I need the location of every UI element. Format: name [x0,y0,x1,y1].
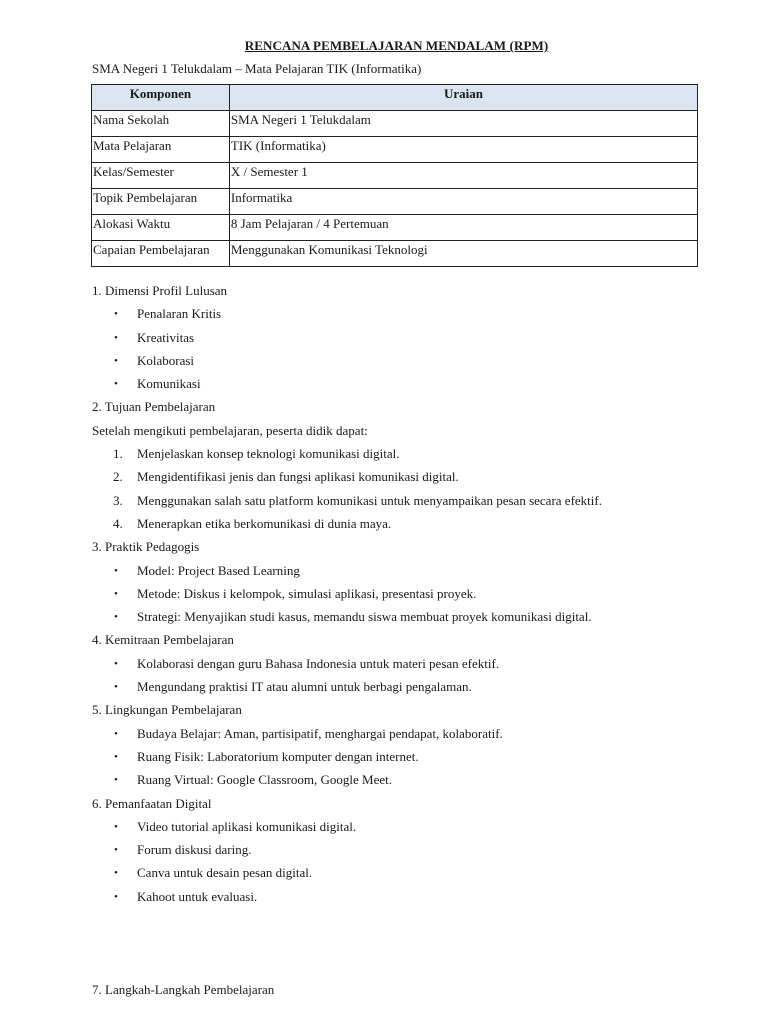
list-item [92,679,712,702]
bullet-icon: • [114,611,118,624]
bullet-list-kemitraan [92,656,712,703]
bullet-icon: • [114,681,118,694]
list-item [92,749,712,772]
table-cell-value: 8 Jam Pelajaran / 4 Pertemuan [229,215,697,241]
list-item [92,889,712,912]
table-cell-value: TIK (Informatika) [229,137,697,163]
table-cell-key: Capaian Pembelajaran [92,241,230,267]
bullet-icon: • [114,890,118,903]
bullet-list-profil-lulusan [92,306,712,399]
table-cell-key: Alokasi Waktu [92,215,230,241]
section-heading-kemitraan: 4. Kemitraan Pembelajaran [92,632,234,648]
list-number: 3. [113,492,123,508]
section-heading-tujuan: 2. Tujuan Pembelajaran [92,399,216,415]
list-number: 4. [113,515,123,531]
list-item-text: Mengidentifikasi jenis dan fungsi aplikasi komunikasi digital. [137,469,459,485]
list-item-text: Menjelaskan konsep teknologi komunikasi digital. [137,446,400,462]
section-heading-profil-lulusan: 1. Dimensi Profil Lulusan [92,283,228,298]
list-item-text: Mengundang praktisi IT atau alumni untuk berbagi pengalaman. [137,679,472,695]
document-subtitle: SMA Negeri 1 Telukdalam – Mata Pelajaran TIK (Informatika) [92,61,422,76]
bullet-icon: • [114,587,118,600]
bullet-icon: • [114,354,118,367]
table-cell-key: Mata Pelajaran [92,137,230,163]
list-item-text: Kolaborasi [137,352,195,368]
table-row [92,241,698,267]
bullet-icon: • [114,774,118,787]
table-header-row [92,85,698,111]
list-item [92,376,712,399]
list-item-text: Budaya Belajar: Aman, partisipatif, menghargai pendapat, kolaboratif. [137,725,503,741]
list-item [92,865,712,888]
list-item-text: Menggunakan salah satu platform komunikasi untuk menyampaikan pesan secara efektif. [137,492,602,508]
section-heading-digital: 6. Pemanfaatan Digital [92,795,212,811]
table-row [92,215,698,241]
table-header-uraian: Uraian [229,85,697,111]
info-table [91,84,698,267]
table-cell-value: Informatika [229,189,697,215]
document-title: RENCANA PEMBELAJARAN MENDALAM (RPM) [244,38,549,53]
bullet-icon: • [114,331,118,344]
bullet-icon: • [114,308,118,321]
table-cell-value: SMA Negeri 1 Telukdalam [229,111,697,137]
list-item [92,353,712,376]
bullet-list-digital [92,819,712,912]
table-cell-key: Topik Pembelajaran [92,189,230,215]
table-cell-key: Nama Sekolah [92,111,230,137]
bullet-icon: • [114,750,118,763]
list-item [92,469,712,492]
table-cell-value: X / Semester 1 [229,163,697,189]
list-item [92,819,712,842]
list-item-text: Forum diskusi daring. [137,842,252,858]
list-item-text: Ruang Fisik: Laboratorium komputer dengan internet. [137,748,419,764]
list-number: 1. [113,446,123,462]
list-item-text: Video tutorial aplikasi komunikasi digital. [137,818,357,834]
table-row [92,137,698,163]
list-item [92,493,712,516]
bullet-icon: • [114,657,118,670]
list-item-text: Model: Project Based Learning [137,562,300,578]
table-cell-key: Kelas/Semester [92,163,230,189]
bullet-icon: • [114,867,118,880]
list-item-text: Kolaborasi dengan guru Bahasa Indonesia untuk materi pesan efektif. [137,655,500,671]
list-item-text: Penalaran Kritis [137,306,222,322]
page-spacer [92,912,712,982]
section-heading-praktik: 3. Praktik Pedagogis [92,539,200,555]
table-header-komponen: Komponen [92,85,230,111]
bullet-list-praktik [92,563,712,633]
list-item-text: Kreativitas [137,329,195,345]
section-heading-lingkungan: 5. Lingkungan Pembelajaran [92,702,242,718]
document-body [92,283,712,1005]
section-intro-tujuan: Setelah mengikuti pembelajaran, peserta didik dapat: [92,422,368,438]
bullet-icon: • [114,727,118,740]
list-item [92,609,712,632]
list-item-text: Canva untuk desain pesan digital. [137,865,313,881]
list-item [92,330,712,353]
table-row [92,163,698,189]
table-row [92,189,698,215]
list-item [92,842,712,865]
list-item [92,586,712,609]
list-item [92,516,712,539]
list-item-text: Menerapkan etika berkomunikasi di dunia maya. [137,515,392,531]
list-item [92,446,712,469]
list-number: 2. [113,469,123,485]
bullet-icon: • [114,378,118,391]
bullet-icon: • [114,820,118,833]
list-item-text: Ruang Virtual: Google Classroom, Google Meet. [137,772,392,788]
numbered-list-tujuan [92,446,712,539]
bullet-icon: • [114,844,118,857]
list-item-text: Strategi: Menyajikan studi kasus, memandu siswa membuat proyek komunikasi digital. [137,609,592,625]
bullet-icon: • [114,564,118,577]
table-row [92,111,698,137]
list-item [92,306,712,329]
list-item-text: Kahoot untuk evaluasi. [137,888,258,904]
list-item-text: Metode: Diskus i kelompok, simulasi aplikasi, presentasi proyek. [137,585,477,601]
list-item [92,656,712,679]
list-item [92,726,712,749]
list-item [92,563,712,586]
list-item [92,772,712,795]
table-cell-value: Menggunakan Komunikasi Teknologi [229,241,697,267]
list-item-text: Komunikasi [137,376,201,392]
bullet-list-lingkungan [92,726,712,796]
section-heading-langkah: 7. Langkah-Langkah Pembelajaran [92,982,275,998]
